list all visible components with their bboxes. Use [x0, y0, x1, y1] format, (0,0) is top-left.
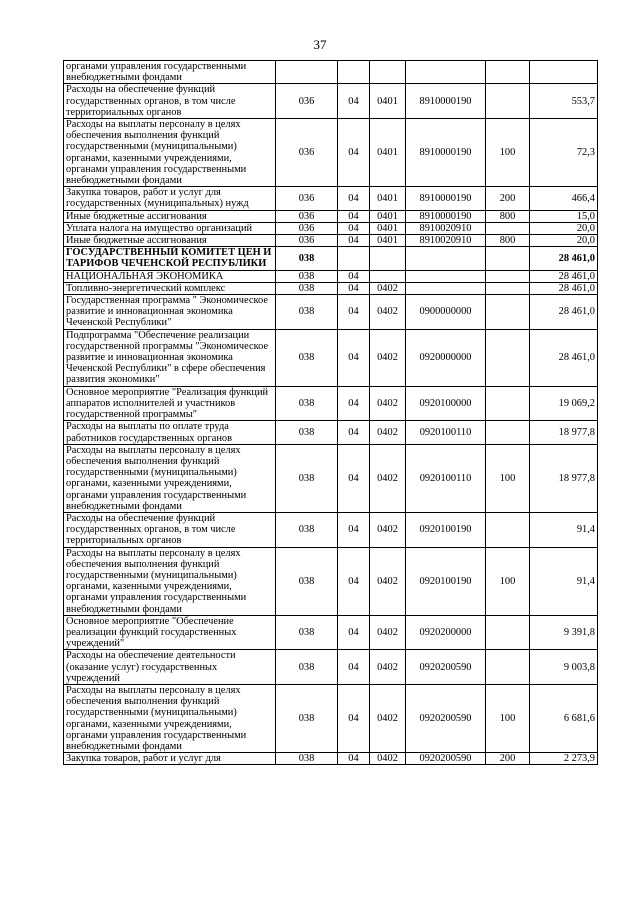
sum-cell: 9 391,8 — [530, 615, 598, 650]
expense-type-cell — [486, 61, 530, 84]
row-name-cell: НАЦИОНАЛЬНАЯ ЭКОНОМИКА — [64, 270, 276, 282]
target-article-cell: 0900000000 — [406, 295, 486, 330]
ved-code-cell: 038 — [276, 547, 338, 615]
sum-cell: 20,0 — [530, 235, 598, 247]
target-article-cell: 8910000190 — [406, 84, 486, 119]
section-code-cell — [338, 61, 370, 84]
target-article-cell: 8910000190 — [406, 119, 486, 187]
section-code-cell: 04 — [338, 615, 370, 650]
target-article-cell — [406, 247, 486, 270]
row-name-cell: Расходы на обеспечение функций государственных органов, в том числе территориальных органов — [64, 512, 276, 547]
ved-code-cell: 038 — [276, 512, 338, 547]
ved-code-cell: 038 — [276, 295, 338, 330]
sum-cell: 91,4 — [530, 547, 598, 615]
sum-cell: 466,4 — [530, 187, 598, 210]
table-row — [64, 235, 598, 247]
subsection-code-cell: 0402 — [370, 650, 406, 685]
section-code-cell: 04 — [338, 753, 370, 765]
expense-type-cell — [486, 84, 530, 119]
ved-code-cell: 038 — [276, 247, 338, 270]
target-article-cell: 8910000190 — [406, 187, 486, 210]
section-code-cell: 04 — [338, 282, 370, 294]
section-code-cell: 04 — [338, 84, 370, 119]
expense-type-cell: 100 — [486, 547, 530, 615]
table-row — [64, 282, 598, 294]
sum-cell: 20,0 — [530, 222, 598, 234]
row-name-cell: Иные бюджетные ассигнования — [64, 235, 276, 247]
expense-type-cell: 100 — [486, 684, 530, 752]
target-article-cell: 0920000000 — [406, 329, 486, 386]
page-number: 37 — [313, 37, 327, 52]
target-article-cell: 0920200000 — [406, 615, 486, 650]
sum-cell: 28 461,0 — [530, 329, 598, 386]
row-name-cell: Иные бюджетные ассигнования — [64, 210, 276, 222]
subsection-code-cell: 0401 — [370, 222, 406, 234]
table-row — [64, 210, 598, 222]
target-article-cell: 8910020910 — [406, 222, 486, 234]
section-code-cell: 04 — [338, 684, 370, 752]
target-article-cell: 0920100110 — [406, 444, 486, 512]
table-row — [64, 295, 598, 330]
subsection-code-cell: 0401 — [370, 187, 406, 210]
target-article-cell: 0920200590 — [406, 684, 486, 752]
target-article-cell: 0920100000 — [406, 386, 486, 421]
sum-cell: 91,4 — [530, 512, 598, 547]
section-code-cell: 04 — [338, 444, 370, 512]
expense-type-cell: 200 — [486, 187, 530, 210]
sum-cell: 553,7 — [530, 84, 598, 119]
subsection-code-cell: 0402 — [370, 295, 406, 330]
ved-code-cell: 038 — [276, 615, 338, 650]
table-row — [64, 615, 598, 650]
ved-code-cell: 038 — [276, 650, 338, 685]
sum-cell: 9 003,8 — [530, 650, 598, 685]
expense-type-cell: 100 — [486, 444, 530, 512]
ved-code-cell: 038 — [276, 753, 338, 765]
expense-type-cell — [486, 386, 530, 421]
sum-cell: 6 681,6 — [530, 684, 598, 752]
row-name-cell: Расходы на выплаты по оплате труда работников государственных органов — [64, 421, 276, 444]
sum-cell: 72,3 — [530, 119, 598, 187]
expense-type-cell: 800 — [486, 210, 530, 222]
section-code-cell: 04 — [338, 295, 370, 330]
subsection-code-cell: 0402 — [370, 329, 406, 386]
ved-code-cell: 036 — [276, 187, 338, 210]
sum-cell: 15,0 — [530, 210, 598, 222]
target-article-cell: 0920200590 — [406, 650, 486, 685]
ved-code-cell: 036 — [276, 235, 338, 247]
subsection-code-cell: 0402 — [370, 615, 406, 650]
subsection-code-cell: 0401 — [370, 119, 406, 187]
expense-type-cell — [486, 421, 530, 444]
subsection-code-cell: 0401 — [370, 210, 406, 222]
sum-cell: 28 461,0 — [530, 282, 598, 294]
sum-cell: 28 461,0 — [530, 247, 598, 270]
ved-code-cell: 036 — [276, 119, 338, 187]
table-row — [64, 444, 598, 512]
ved-code-cell: 036 — [276, 84, 338, 119]
subsection-code-cell: 0402 — [370, 421, 406, 444]
ved-code-cell: 038 — [276, 329, 338, 386]
table-row — [64, 329, 598, 386]
expense-type-cell: 800 — [486, 235, 530, 247]
section-code-cell: 04 — [338, 235, 370, 247]
row-name-cell: Основное мероприятие "Реализация функций аппаратов исполнителей и участников государственной программы" — [64, 386, 276, 421]
target-article-cell: 0920100190 — [406, 547, 486, 615]
table-row — [64, 119, 598, 187]
expense-type-cell — [486, 650, 530, 685]
ved-code-cell: 038 — [276, 444, 338, 512]
target-article-cell — [406, 270, 486, 282]
row-name-cell: Закупка товаров, работ и услуг для — [64, 753, 276, 765]
table-row — [64, 421, 598, 444]
expense-type-cell — [486, 247, 530, 270]
sum-cell: 28 461,0 — [530, 270, 598, 282]
row-name-cell: Расходы на выплаты персоналу в целях обеспечения выполнения функций государственными (муниципальными) органами, казенными учреждениями, органами управления государственными внебюджетными фондами — [64, 684, 276, 752]
section-code-cell: 04 — [338, 222, 370, 234]
table-row — [64, 753, 598, 765]
section-code-cell: 04 — [338, 386, 370, 421]
sum-cell: 28 461,0 — [530, 295, 598, 330]
table-row — [64, 187, 598, 210]
sum-cell: 2 273,9 — [530, 753, 598, 765]
subsection-code-cell: 0402 — [370, 386, 406, 421]
row-name-cell: Закупка товаров, работ и услуг для государственных (муниципальных) нужд — [64, 187, 276, 210]
row-name-cell: Расходы на обеспечение функций государственных органов, в том числе территориальных органов — [64, 84, 276, 119]
table-row — [64, 650, 598, 685]
table-row — [64, 270, 598, 282]
ved-code-cell: 038 — [276, 684, 338, 752]
row-name-cell: Расходы на выплаты персоналу в целях обеспечения выполнения функций государственными (муниципальными) органами, казенными учреждениями, органами управления государственными внебюджетными фондами — [64, 444, 276, 512]
expense-type-cell: 100 — [486, 119, 530, 187]
section-code-cell: 04 — [338, 119, 370, 187]
row-name-cell: Подпрограмма "Обеспечение реализации государственной программы "Экономическое развитие и инновационная экономика Чеченской Республики" в сфере обеспечения развития экономики" — [64, 329, 276, 386]
row-name-cell: Государственная программа " Экономическое развитие и инновационная экономика Чеченской Республики" — [64, 295, 276, 330]
row-name-cell: Топливно-энергетический комплекс — [64, 282, 276, 294]
subsection-code-cell: 0401 — [370, 235, 406, 247]
section-code-cell: 04 — [338, 547, 370, 615]
table-row — [64, 222, 598, 234]
sum-cell — [530, 61, 598, 84]
table-row — [64, 512, 598, 547]
ved-code-cell: 038 — [276, 386, 338, 421]
table-row — [64, 247, 598, 270]
expense-type-cell — [486, 282, 530, 294]
subsection-code-cell: 0402 — [370, 547, 406, 615]
ved-code-cell: 038 — [276, 270, 338, 282]
expense-type-cell: 200 — [486, 753, 530, 765]
section-code-cell: 04 — [338, 270, 370, 282]
table-row — [64, 84, 598, 119]
budget-table — [63, 60, 598, 765]
subsection-code-cell: 0402 — [370, 282, 406, 294]
expense-type-cell — [486, 615, 530, 650]
subsection-code-cell: 0402 — [370, 512, 406, 547]
target-article-cell: 0920200590 — [406, 753, 486, 765]
subsection-code-cell: 0401 — [370, 84, 406, 119]
subsection-code-cell — [370, 270, 406, 282]
expense-type-cell — [486, 512, 530, 547]
sum-cell: 19 069,2 — [530, 386, 598, 421]
section-code-cell — [338, 247, 370, 270]
ved-code-cell: 038 — [276, 282, 338, 294]
subsection-code-cell: 0402 — [370, 444, 406, 512]
ved-code-cell — [276, 61, 338, 84]
subsection-code-cell: 0402 — [370, 684, 406, 752]
target-article-cell — [406, 61, 486, 84]
expense-type-cell — [486, 329, 530, 386]
target-article-cell — [406, 282, 486, 294]
subsection-code-cell — [370, 61, 406, 84]
sum-cell: 18 977,8 — [530, 421, 598, 444]
expense-type-cell — [486, 295, 530, 330]
row-name-cell: Основное мероприятие "Обеспечение реализации функций государственных учреждений" — [64, 615, 276, 650]
sum-cell: 18 977,8 — [530, 444, 598, 512]
subsection-code-cell — [370, 247, 406, 270]
target-article-cell: 0920100110 — [406, 421, 486, 444]
section-code-cell: 04 — [338, 650, 370, 685]
section-code-cell: 04 — [338, 329, 370, 386]
table-row — [64, 547, 598, 615]
expense-type-cell — [486, 270, 530, 282]
table-row — [64, 386, 598, 421]
target-article-cell: 8910020910 — [406, 235, 486, 247]
target-article-cell: 8910000190 — [406, 210, 486, 222]
section-code-cell: 04 — [338, 421, 370, 444]
row-name-cell: ГОСУДАРСТВЕННЫЙ КОМИТЕТ ЦЕН И ТАРИФОВ ЧЕЧЕНСКОЙ РЕСПУБЛИКИ — [64, 247, 276, 270]
section-code-cell: 04 — [338, 210, 370, 222]
table-row — [64, 684, 598, 752]
target-article-cell: 0920100190 — [406, 512, 486, 547]
section-code-cell: 04 — [338, 187, 370, 210]
ved-code-cell: 036 — [276, 210, 338, 222]
subsection-code-cell: 0402 — [370, 753, 406, 765]
expense-type-cell — [486, 222, 530, 234]
row-name-cell: Расходы на обеспечение деятельности (оказание услуг) государственных учреждений — [64, 650, 276, 685]
row-name-cell: органами управления государственными внебюджетными фондами — [64, 61, 276, 84]
ved-code-cell: 036 — [276, 222, 338, 234]
section-code-cell: 04 — [338, 512, 370, 547]
ved-code-cell: 038 — [276, 421, 338, 444]
table-row — [64, 61, 598, 84]
row-name-cell: Расходы на выплаты персоналу в целях обеспечения выполнения функций государственными (муниципальными) органами, казенными учреждениями, органами управления государственными внебюджетными фондами — [64, 547, 276, 615]
row-name-cell: Уплата налога на имущество организаций — [64, 222, 276, 234]
row-name-cell: Расходы на выплаты персоналу в целях обеспечения выполнения функций государственными (муниципальными) органами, казенными учреждениями, органами управления государственными внебюджетными фондами — [64, 119, 276, 187]
